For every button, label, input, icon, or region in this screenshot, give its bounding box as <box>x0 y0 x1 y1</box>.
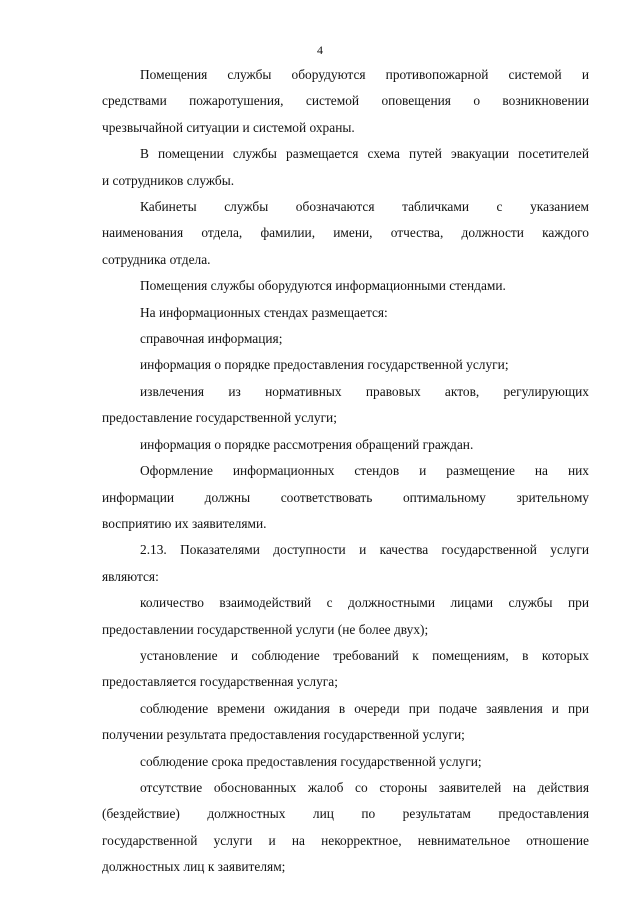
paragraph <box>102 352 589 378</box>
paragraph-line: являются: <box>102 568 159 584</box>
paragraph <box>102 458 589 537</box>
paragraph-line: сотрудника отдела. <box>102 251 211 267</box>
paragraph-line: восприятию их заявителями. <box>102 515 267 531</box>
paragraph-line: информация о порядке предоставления государственной услуги; <box>140 357 509 373</box>
paragraph-line: наименования отдела, фамилии, имени, отчества, должности каждого <box>102 225 589 241</box>
page-number: 4 <box>317 43 323 57</box>
paragraph-line: чрезвычайной ситуации и системой охраны. <box>102 119 355 135</box>
paragraph-line: предоставляется государственная услуга; <box>102 674 338 690</box>
paragraph-line: средствами пожаротушения, системой оповещения о возникновении <box>102 93 589 109</box>
paragraph-line: (бездействие) должностных лиц по результатам предоставления <box>102 806 589 822</box>
paragraph <box>102 537 589 590</box>
paragraph <box>102 749 589 775</box>
paragraph <box>102 432 589 458</box>
paragraph <box>102 194 589 273</box>
paragraph-line: В помещении службы размещается схема путей эвакуации посетителей <box>140 146 589 162</box>
paragraph-line: предоставление государственной услуги; <box>102 410 337 426</box>
paragraph-line: отсутствие обоснованных жалоб со стороны заявителей на действия <box>140 779 589 795</box>
paragraph <box>102 696 589 749</box>
paragraph-line: Кабинеты службы обозначаются табличками с указанием <box>140 199 589 215</box>
paragraph-line: извлечения из нормативных правовых актов, регулирующих <box>140 383 589 399</box>
paragraph-line: соблюдение времени ожидания в очереди при подаче заявления и при <box>140 700 589 716</box>
paragraph <box>102 62 589 141</box>
paragraph-line: получении результата предоставления государственной услуги; <box>102 727 465 743</box>
paragraph-line: государственной услуги и на некорректное, невнимательное отношение <box>102 832 589 848</box>
paragraph-line: предоставлении государственной услуги (не более двух); <box>102 621 429 637</box>
paragraph <box>102 643 589 696</box>
paragraph-line: 2.13. Показателями доступности и качества государственной услуги <box>140 542 589 558</box>
paragraph-line: соблюдение срока предоставления государственной услуги; <box>140 753 482 769</box>
paragraph-line: информации должны соответствовать оптимальному зрительному <box>102 489 589 505</box>
paragraph-line: информация о порядке рассмотрения обращений граждан. <box>140 436 474 452</box>
paragraph-line: должностных лиц к заявителям; <box>102 859 286 875</box>
paragraph <box>102 590 589 643</box>
paragraph <box>102 273 589 299</box>
paragraph-line: Помещения службы оборудуются информационными стендами. <box>140 278 506 294</box>
paragraph-line: установление и соблюдение требований к помещениям, в которых <box>140 647 589 663</box>
paragraph-line: справочная информация; <box>140 331 283 347</box>
paragraph-line: Оформление информационных стендов и размещение на них <box>140 463 589 479</box>
paragraph <box>102 775 589 881</box>
paragraph <box>102 300 589 326</box>
paragraph-line: и сотрудников службы. <box>102 172 235 188</box>
paragraph-line: количество взаимодействий с должностными лицами службы при <box>140 595 589 611</box>
document-body <box>102 62 589 881</box>
paragraph <box>102 141 589 194</box>
paragraph <box>102 379 589 432</box>
paragraph-line: На информационных стендах размещается: <box>140 304 388 320</box>
paragraph-line: Помещения службы оборудуются противопожарной системой и <box>140 67 589 82</box>
paragraph <box>102 326 589 352</box>
